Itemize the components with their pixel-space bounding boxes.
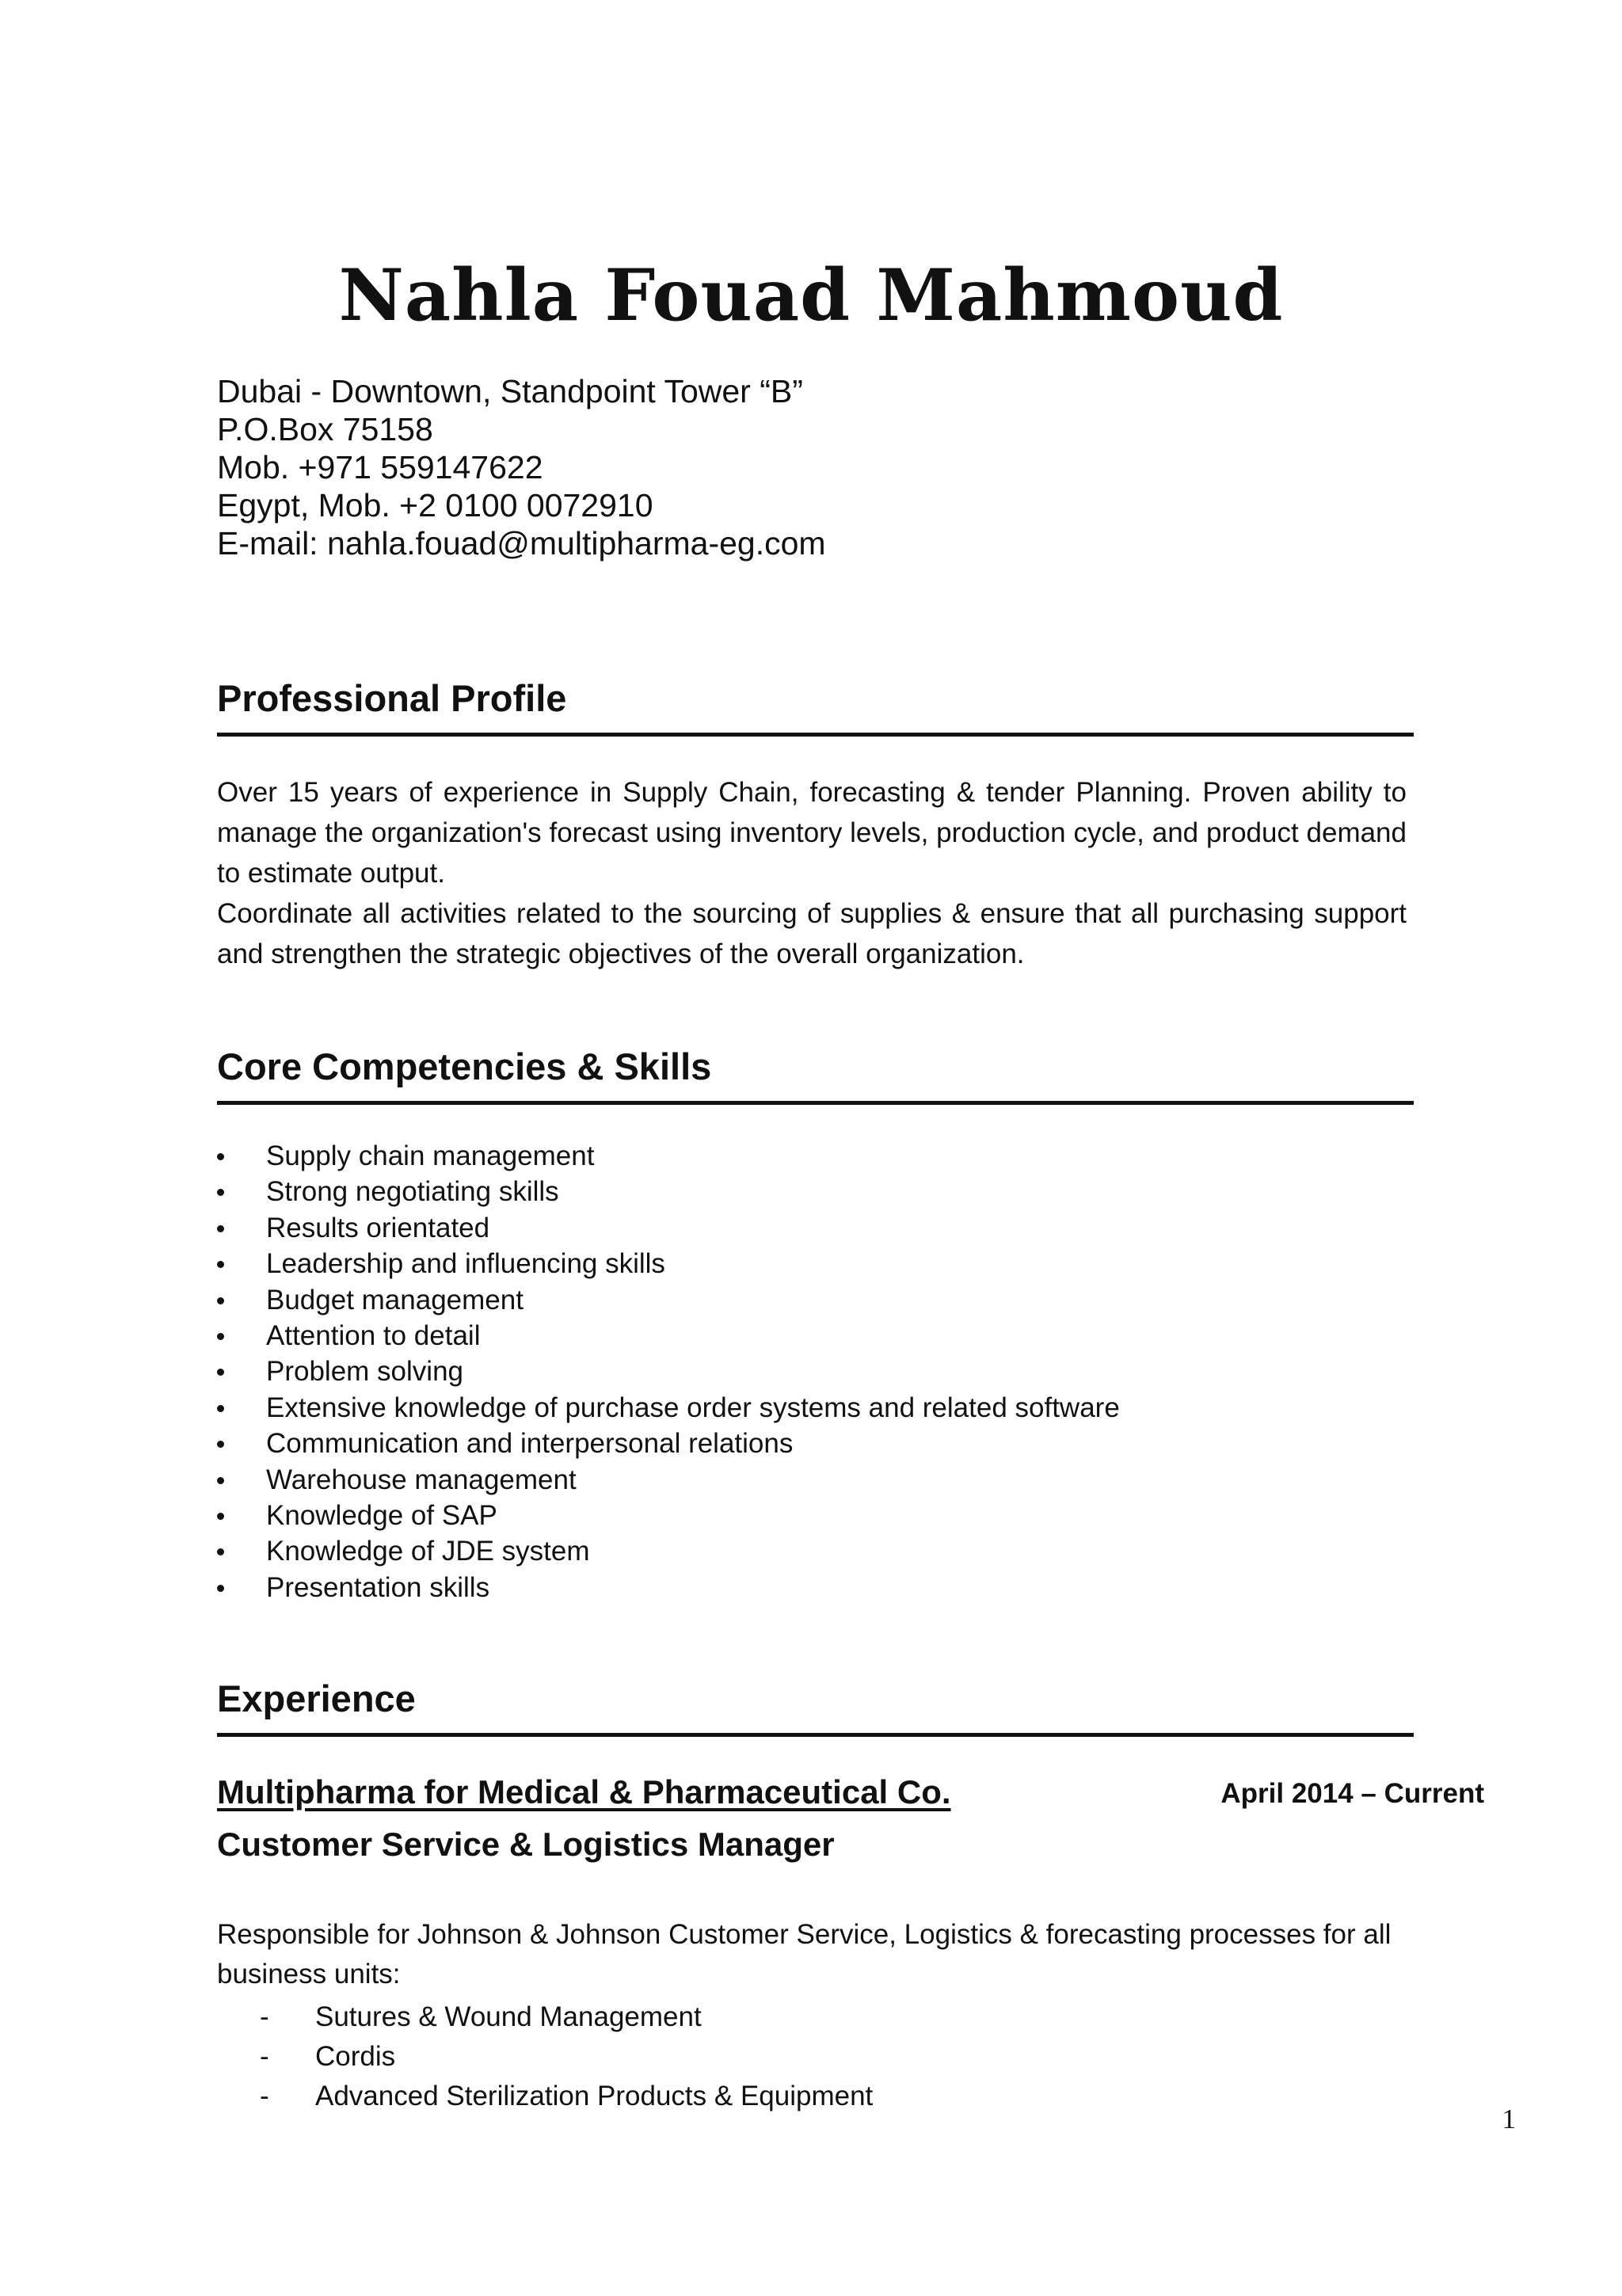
section-divider	[217, 733, 1414, 737]
list-item: Presentation skills	[266, 1571, 490, 1603]
list-item: - Advanced Sterilization Products & Equipment	[260, 2077, 873, 2116]
section-title-profile: Professional Profile	[217, 677, 567, 719]
contact-email: E-mail: nahla.fouad@multipharma-eg.com	[217, 525, 826, 562]
contact-address: Dubai - Downtown, Standpoint Tower “B”	[217, 373, 803, 409]
section-title-skills: Core Competencies & Skills	[217, 1045, 712, 1087]
list-item: Supply chain management	[266, 1140, 595, 1171]
job-company: Multipharma for Medical & Pharmaceutical Co.	[217, 1773, 951, 1811]
profile-paragraph: Over 15 years of experience in Supply Chain, forecasting & tender Planning. Proven ability to manage the organization's forecast using inventory levels, production cycle, and product demand to estimate output.	[217, 777, 1407, 889]
page-number: 1	[1502, 2104, 1516, 2134]
section-title-experience: Experience	[217, 1677, 416, 1719]
contact-mobile-uae: Mob. +971 559147622	[217, 449, 543, 485]
list-item: Warehouse management	[266, 1464, 577, 1495]
list-item: Problem solving	[266, 1356, 463, 1388]
job-description: Responsible for Johnson & Johnson Customer Service, Logistics & forecasting processes for all business units:	[217, 1919, 1392, 1989]
profile-paragraph: Coordinate all activities related to the sourcing of supplies & ensure that all purchasing support and strengthen the strategic objectives of the overall organization.	[217, 898, 1407, 969]
list-item: Leadership and influencing skills	[266, 1248, 665, 1280]
list-item: Communication and interpersonal relations	[266, 1428, 794, 1460]
list-item: Budget management	[266, 1284, 524, 1316]
business-units-list	[260, 1997, 873, 2116]
candidate-name: Nahla Fouad Mahmoud	[338, 253, 1284, 337]
list-item: Attention to detail	[266, 1319, 481, 1351]
contact-mobile-egypt: Egypt, Mob. +2 0100 0072910	[217, 487, 653, 524]
section-divider	[217, 1101, 1414, 1105]
skills-list	[217, 1138, 1120, 1605]
job-position: Customer Service & Logistics Manager	[217, 1826, 835, 1863]
list-item: Knowledge of SAP	[266, 1499, 497, 1531]
list-item: - Cordis	[260, 2037, 873, 2077]
contact-pobox: P.O.Box 75158	[217, 411, 433, 447]
section-divider	[217, 1733, 1414, 1737]
dash-icon: -	[260, 2081, 269, 2111]
list-item: Knowledge of JDE system	[266, 1536, 590, 1567]
profile-text	[217, 772, 1407, 974]
dash-icon: -	[260, 2041, 269, 2072]
job-dates: April 2014 – Current	[1220, 1778, 1484, 1809]
list-item: Results orientated	[266, 1212, 490, 1243]
contact-block	[217, 372, 826, 562]
dash-icon: -	[260, 2001, 269, 2032]
list-item: Strong negotiating skills	[266, 1176, 559, 1208]
list-item: - Sutures & Wound Management	[260, 1997, 873, 2037]
list-item: Extensive knowledge of purchase order systems and related software	[266, 1392, 1120, 1423]
